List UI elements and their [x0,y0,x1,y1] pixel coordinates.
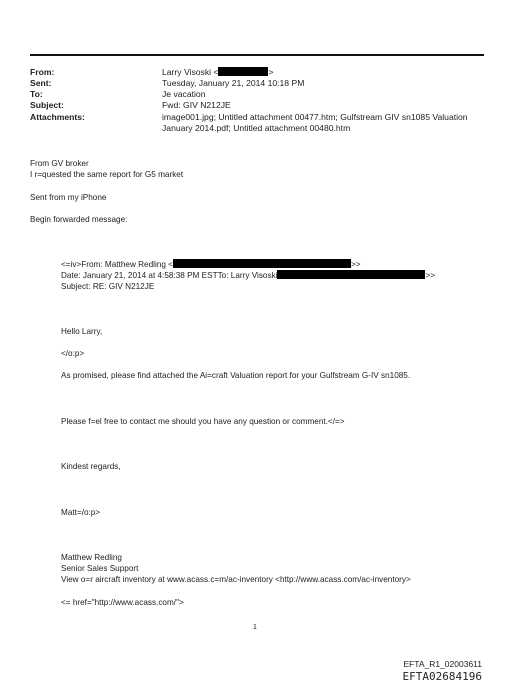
signature-title: Senior Sales Support [61,564,139,573]
attachments-line-1: image001.jpg; Untitled attachment 00477.htm; Gulfstream GIV sn1085 Valuation [162,112,468,122]
redaction-bar [277,270,425,279]
page-number: 1 [253,624,257,631]
redaction-bar [173,259,351,268]
body-line-forwarded: Begin forwarded message: [30,215,128,224]
message-regards: Kindest regards, [61,462,121,471]
forwarded-date: Date: January 21, 2014 at 4:58:38 PM ESTTo: Larry Visoski >> [61,271,436,280]
sent-label: Sent: [30,78,52,88]
message-matt: Matt=/o:p> [61,508,101,517]
redaction-bar [218,67,268,76]
to-label: To: [30,89,43,99]
attachments-label: Attachments: [30,112,85,122]
message-promised: As promised, please find attached the Ai=craft Valuation report for your Gulfstream G-IV sn1085. [61,371,411,380]
body-line-iphone: Sent from my iPhone [30,193,107,202]
signature-inventory: View o=r aircraft inventory at www.acass.c=m/ac-inventory <http://www.acass.com/ac-inventory> [61,575,411,584]
bates-number-1: EFTA_R1_02003611 [403,659,482,669]
forwarded-subject: Subject: RE: GIV N212JE [61,282,155,291]
bates-number-2: EFTA02684196 [402,670,482,683]
subject-value: Fwd: GIV N212JE [162,100,231,110]
attachments-line-2: January 2014.pdf; Untitled attachment 00480.htm [162,123,351,133]
to-value: Je vacation [162,89,206,99]
body-line-request: I r=quested the same report for G5 market [30,170,184,179]
signature-href: <= href="http://www.acass.com/"> [61,598,184,607]
from-value: Larry Visoski < > [162,67,274,77]
subject-label: Subject: [30,100,64,110]
from-label: From: [30,67,55,77]
message-contact: Please f=el free to contact me should you have any question or comment.</=> [61,417,345,426]
forwarded-from: <=iv>From: Matthew Redling < >> [61,260,361,269]
sent-value: Tuesday, January 21, 2014 10:18 PM [162,78,305,88]
header-rule [30,54,484,56]
message-greeting: Hello Larry, [61,327,103,336]
signature-name: Matthew Redling [61,553,122,562]
message-op: </o:p> [61,349,85,358]
body-line-broker: From GV broker [30,159,89,168]
